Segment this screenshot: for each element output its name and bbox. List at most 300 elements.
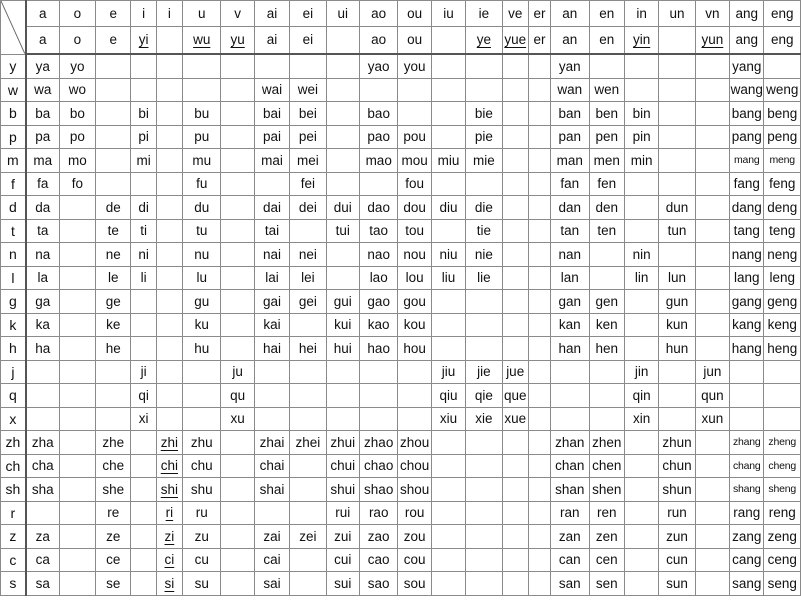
- syllable-cell: te: [96, 219, 131, 243]
- standalone-syllable-cell: e: [96, 27, 131, 55]
- syllable-cell: mang: [730, 149, 764, 173]
- final-header-cell: un: [659, 1, 695, 27]
- syllable-cell: [431, 337, 465, 361]
- standalone-syllable-cell: en: [589, 27, 624, 55]
- initial-row: [1, 172, 801, 196]
- syllable-cell: shang: [730, 478, 764, 502]
- syllable-cell: [502, 501, 528, 525]
- syllable-cell: [528, 266, 550, 290]
- syllable-cell: hai: [254, 337, 289, 361]
- syllable-cell: lu: [183, 266, 221, 290]
- syllable-cell: seng: [764, 572, 801, 596]
- syllable-cell: run: [659, 501, 695, 525]
- syllable-cell: [431, 501, 465, 525]
- syllable-cell: [528, 337, 550, 361]
- syllable-cell: [528, 149, 550, 173]
- syllable-cell: [359, 360, 397, 384]
- syllable-cell: lei: [290, 266, 326, 290]
- syllable-cell: [131, 54, 156, 78]
- syllable-cell: bei: [290, 102, 326, 126]
- syllable-cell: fang: [730, 172, 764, 196]
- syllable-cell: chi: [156, 454, 182, 478]
- syllable-cell: [528, 572, 550, 596]
- syllable-cell: tai: [254, 219, 289, 243]
- syllable-cell: tan: [551, 219, 589, 243]
- syllable-cell: [624, 219, 658, 243]
- syllable-cell: yang: [730, 54, 764, 78]
- syllable-cell: jie: [466, 360, 502, 384]
- syllable-cell: [131, 548, 156, 572]
- syllable-cell: [695, 102, 729, 126]
- syllable-cell: [221, 54, 254, 78]
- syllable-cell: [528, 78, 550, 102]
- syllable-cell: beng: [764, 102, 801, 126]
- syllable-cell: nei: [290, 243, 326, 267]
- syllable-cell: [466, 337, 502, 361]
- syllable-cell: shan: [551, 478, 589, 502]
- corner-diagonal: [1, 1, 26, 55]
- syllable-cell: mei: [290, 149, 326, 173]
- syllable-cell: [26, 360, 59, 384]
- syllable-cell: ti: [131, 219, 156, 243]
- syllable-cell: [221, 149, 254, 173]
- syllable-cell: re: [96, 501, 131, 525]
- syllable-cell: [624, 478, 658, 502]
- syllable-cell: den: [589, 196, 624, 220]
- syllable-cell: [183, 384, 221, 408]
- syllable-cell: ku: [183, 313, 221, 337]
- syllable-cell: [221, 196, 254, 220]
- syllable-cell: chai: [254, 454, 289, 478]
- initial-cell: l: [1, 266, 26, 290]
- syllable-cell: ni: [131, 243, 156, 267]
- syllable-cell: zhan: [551, 431, 589, 455]
- syllable-cell: [659, 102, 695, 126]
- initial-cell: ch: [1, 454, 26, 478]
- syllable-cell: zheng: [764, 431, 801, 455]
- standalone-syllable-cell: eng: [764, 27, 801, 55]
- syllable-cell: tou: [398, 219, 431, 243]
- syllable-cell: mou: [398, 149, 431, 173]
- syllable-cell: qun: [695, 384, 729, 408]
- syllable-cell: [131, 172, 156, 196]
- standalone-syllable-cell: ye: [466, 27, 502, 55]
- syllable-cell: [659, 360, 695, 384]
- standalone-syllable-cell: yu: [221, 27, 254, 55]
- syllable-cell: [528, 219, 550, 243]
- syllable-cell: [156, 266, 182, 290]
- syllable-cell: [589, 360, 624, 384]
- syllable-cell: zeng: [764, 525, 801, 549]
- syllable-cell: han: [551, 337, 589, 361]
- initial-row: [1, 431, 801, 455]
- syllable-cell: [695, 54, 729, 78]
- syllable-cell: diu: [431, 196, 465, 220]
- syllable-cell: [96, 407, 131, 431]
- syllable-cell: sun: [659, 572, 695, 596]
- syllable-cell: ga: [26, 290, 59, 314]
- standalone-syllable-cell: an: [551, 27, 589, 55]
- syllable-cell: [624, 196, 658, 220]
- syllable-cell: du: [183, 196, 221, 220]
- syllable-cell: [96, 384, 131, 408]
- syllable-cell: [624, 78, 658, 102]
- syllable-cell: ke: [96, 313, 131, 337]
- syllable-cell: [551, 360, 589, 384]
- syllable-cell: [59, 266, 95, 290]
- standalone-syllable-cell: [326, 27, 359, 55]
- syllable-cell: [431, 125, 465, 149]
- syllable-cell: zou: [398, 525, 431, 549]
- standalone-syllable-cell: [659, 27, 695, 55]
- syllable-cell: po: [59, 125, 95, 149]
- syllable-cell: die: [466, 196, 502, 220]
- syllable-cell: dun: [659, 196, 695, 220]
- syllable-cell: bi: [131, 102, 156, 126]
- standalone-syllable-cell: yin: [624, 27, 658, 55]
- syllable-cell: [221, 525, 254, 549]
- syllable-cell: [59, 360, 95, 384]
- syllable-cell: shao: [359, 478, 397, 502]
- syllable-cell: chen: [589, 454, 624, 478]
- syllable-cell: bao: [359, 102, 397, 126]
- syllable-cell: su: [183, 572, 221, 596]
- syllable-cell: [221, 478, 254, 502]
- syllable-cell: [221, 290, 254, 314]
- syllable-cell: [695, 196, 729, 220]
- syllable-cell: [59, 290, 95, 314]
- syllable-cell: gou: [398, 290, 431, 314]
- standalone-syllable-cell: er: [528, 27, 550, 55]
- syllable-cell: [528, 407, 550, 431]
- initial-cell: y: [1, 54, 26, 78]
- syllable-cell: wei: [290, 78, 326, 102]
- initial-row: [1, 78, 801, 102]
- initial-row: [1, 196, 801, 220]
- syllable-cell: cen: [589, 548, 624, 572]
- syllable-cell: [359, 407, 397, 431]
- syllable-cell: [26, 501, 59, 525]
- syllable-cell: [695, 525, 729, 549]
- syllable-cell: shun: [659, 478, 695, 502]
- syllable-cell: zai: [254, 525, 289, 549]
- standalone-syllable-cell: wu: [183, 27, 221, 55]
- syllable-cell: wai: [254, 78, 289, 102]
- syllable-cell: [290, 572, 326, 596]
- syllable-cell: nao: [359, 243, 397, 267]
- syllable-cell: [156, 102, 182, 126]
- syllable-cell: cun: [659, 548, 695, 572]
- syllable-cell: sang: [730, 572, 764, 596]
- syllable-cell: [183, 78, 221, 102]
- syllable-cell: zen: [589, 525, 624, 549]
- syllable-cell: [589, 266, 624, 290]
- syllable-cell: mie: [466, 149, 502, 173]
- initial-row: [1, 384, 801, 408]
- initial-row: [1, 54, 801, 78]
- syllable-cell: jin: [624, 360, 658, 384]
- syllable-cell: [431, 313, 465, 337]
- syllable-cell: pa: [26, 125, 59, 149]
- syllable-cell: lang: [730, 266, 764, 290]
- initial-cell: r: [1, 501, 26, 525]
- initial-row: [1, 125, 801, 149]
- syllable-cell: pi: [131, 125, 156, 149]
- syllable-cell: weng: [764, 78, 801, 102]
- syllable-cell: [466, 54, 502, 78]
- syllable-cell: [156, 54, 182, 78]
- syllable-cell: [528, 125, 550, 149]
- syllable-cell: [624, 313, 658, 337]
- syllable-cell: [254, 501, 289, 525]
- syllable-cell: zhi: [156, 431, 182, 455]
- initial-row: [1, 360, 801, 384]
- syllable-cell: [254, 54, 289, 78]
- syllable-cell: ran: [551, 501, 589, 525]
- syllable-cell: nou: [398, 243, 431, 267]
- final-header-cell: e: [96, 1, 131, 27]
- syllable-cell: [502, 243, 528, 267]
- syllable-cell: liu: [431, 266, 465, 290]
- syllable-cell: [528, 454, 550, 478]
- syllable-cell: [528, 196, 550, 220]
- syllable-cell: [528, 172, 550, 196]
- syllable-cell: san: [551, 572, 589, 596]
- syllable-cell: bie: [466, 102, 502, 126]
- syllable-cell: [466, 78, 502, 102]
- syllable-cell: cou: [398, 548, 431, 572]
- syllable-cell: lou: [398, 266, 431, 290]
- syllable-cell: bo: [59, 102, 95, 126]
- syllable-cell: si: [156, 572, 182, 596]
- syllable-cell: hei: [290, 337, 326, 361]
- syllable-cell: cui: [326, 548, 359, 572]
- syllable-cell: mi: [131, 149, 156, 173]
- syllable-cell: gui: [326, 290, 359, 314]
- syllable-cell: hui: [326, 337, 359, 361]
- syllable-cell: [59, 337, 95, 361]
- syllable-cell: [221, 266, 254, 290]
- syllable-cell: [96, 172, 131, 196]
- syllable-cell: chu: [183, 454, 221, 478]
- syllable-cell: [528, 313, 550, 337]
- initial-cell: g: [1, 290, 26, 314]
- syllable-cell: xiu: [431, 407, 465, 431]
- syllable-cell: [96, 360, 131, 384]
- syllable-cell: [431, 290, 465, 314]
- syllable-cell: [502, 290, 528, 314]
- syllable-cell: mao: [359, 149, 397, 173]
- syllable-cell: sao: [359, 572, 397, 596]
- syllable-cell: [730, 384, 764, 408]
- initial-row: [1, 313, 801, 337]
- syllable-cell: pang: [730, 125, 764, 149]
- syllable-cell: pie: [466, 125, 502, 149]
- final-header-cell: u: [183, 1, 221, 27]
- syllable-cell: bang: [730, 102, 764, 126]
- syllable-cell: [502, 548, 528, 572]
- syllable-cell: [695, 313, 729, 337]
- syllable-cell: [326, 266, 359, 290]
- syllable-cell: [466, 290, 502, 314]
- syllable-cell: [466, 313, 502, 337]
- syllable-cell: lai: [254, 266, 289, 290]
- syllable-cell: la: [26, 266, 59, 290]
- syllable-cell: [359, 172, 397, 196]
- syllable-cell: [290, 548, 326, 572]
- finals-header-row: [1, 1, 801, 27]
- syllable-cell: [659, 384, 695, 408]
- syllable-cell: [659, 172, 695, 196]
- syllable-cell: [730, 407, 764, 431]
- syllable-cell: [290, 219, 326, 243]
- syllable-cell: [59, 454, 95, 478]
- syllable-cell: zei: [290, 525, 326, 549]
- syllable-cell: da: [26, 196, 59, 220]
- syllable-cell: [290, 454, 326, 478]
- syllable-cell: zan: [551, 525, 589, 549]
- syllable-cell: cu: [183, 548, 221, 572]
- syllable-cell: [528, 431, 550, 455]
- syllable-cell: fu: [183, 172, 221, 196]
- syllable-cell: [59, 243, 95, 267]
- syllable-cell: [502, 54, 528, 78]
- final-header-cell: i: [156, 1, 182, 27]
- syllable-cell: [528, 54, 550, 78]
- initial-row: [1, 243, 801, 267]
- syllable-cell: shen: [589, 478, 624, 502]
- syllable-cell: se: [96, 572, 131, 596]
- syllable-cell: hu: [183, 337, 221, 361]
- syllable-cell: [398, 384, 431, 408]
- syllable-cell: [695, 149, 729, 173]
- initial-row: [1, 572, 801, 596]
- syllable-cell: tie: [466, 219, 502, 243]
- syllable-cell: you: [398, 54, 431, 78]
- syllable-cell: she: [96, 478, 131, 502]
- syllable-cell: [131, 454, 156, 478]
- syllable-cell: [398, 407, 431, 431]
- initial-cell: zh: [1, 431, 26, 455]
- final-header-cell: ve: [502, 1, 528, 27]
- syllable-cell: [624, 548, 658, 572]
- syllable-cell: de: [96, 196, 131, 220]
- syllable-cell: [59, 384, 95, 408]
- syllable-cell: ru: [183, 501, 221, 525]
- syllable-cell: [96, 149, 131, 173]
- syllable-cell: wang: [730, 78, 764, 102]
- syllable-cell: [695, 454, 729, 478]
- syllable-cell: [290, 478, 326, 502]
- syllable-cell: [624, 54, 658, 78]
- syllable-cell: [764, 384, 801, 408]
- syllable-cell: [695, 478, 729, 502]
- syllable-cell: teng: [764, 219, 801, 243]
- syllable-cell: zhu: [183, 431, 221, 455]
- syllable-cell: sen: [589, 572, 624, 596]
- syllable-cell: [156, 384, 182, 408]
- syllable-cell: ren: [589, 501, 624, 525]
- syllable-cell: zhang: [730, 431, 764, 455]
- syllable-cell: qi: [131, 384, 156, 408]
- syllable-cell: geng: [764, 290, 801, 314]
- syllable-cell: wa: [26, 78, 59, 102]
- syllable-cell: [695, 548, 729, 572]
- syllable-cell: shai: [254, 478, 289, 502]
- syllable-cell: [624, 454, 658, 478]
- syllable-cell: bai: [254, 102, 289, 126]
- syllable-cell: yao: [359, 54, 397, 78]
- syllable-cell: [156, 407, 182, 431]
- syllable-cell: [528, 525, 550, 549]
- syllable-cell: cha: [26, 454, 59, 478]
- syllable-cell: fan: [551, 172, 589, 196]
- syllable-cell: cheng: [764, 454, 801, 478]
- syllable-cell: que: [502, 384, 528, 408]
- syllable-cell: ma: [26, 149, 59, 173]
- syllable-cell: shu: [183, 478, 221, 502]
- syllable-cell: hen: [589, 337, 624, 361]
- syllable-cell: tu: [183, 219, 221, 243]
- syllable-cell: dei: [290, 196, 326, 220]
- syllable-cell: fei: [290, 172, 326, 196]
- syllable-cell: dang: [730, 196, 764, 220]
- syllable-cell: [528, 102, 550, 126]
- syllable-cell: xie: [466, 407, 502, 431]
- syllable-cell: dai: [254, 196, 289, 220]
- syllable-cell: [131, 290, 156, 314]
- syllable-cell: neng: [764, 243, 801, 267]
- syllable-cell: zhei: [290, 431, 326, 455]
- syllable-cell: rui: [326, 501, 359, 525]
- syllable-cell: [502, 572, 528, 596]
- syllable-cell: [156, 337, 182, 361]
- syllable-cell: ca: [26, 548, 59, 572]
- syllable-cell: sa: [26, 572, 59, 596]
- syllable-cell: gen: [589, 290, 624, 314]
- syllable-cell: [254, 172, 289, 196]
- syllable-cell: [59, 313, 95, 337]
- syllable-cell: jun: [695, 360, 729, 384]
- syllable-cell: qin: [624, 384, 658, 408]
- final-header-cell: vn: [695, 1, 729, 27]
- syllable-cell: ben: [589, 102, 624, 126]
- syllable-cell: ka: [26, 313, 59, 337]
- syllable-cell: gei: [290, 290, 326, 314]
- initial-cell: c: [1, 548, 26, 572]
- syllable-cell: [156, 360, 182, 384]
- syllable-cell: [254, 407, 289, 431]
- syllable-cell: [59, 196, 95, 220]
- syllable-cell: dan: [551, 196, 589, 220]
- syllable-cell: [131, 572, 156, 596]
- syllable-cell: [695, 125, 729, 149]
- syllable-cell: [624, 172, 658, 196]
- syllable-cell: [290, 360, 326, 384]
- syllable-cell: yo: [59, 54, 95, 78]
- syllable-cell: peng: [764, 125, 801, 149]
- syllable-cell: [624, 290, 658, 314]
- syllable-cell: mai: [254, 149, 289, 173]
- final-header-cell: v: [221, 1, 254, 27]
- syllable-cell: [183, 360, 221, 384]
- syllable-cell: [131, 431, 156, 455]
- syllable-cell: yan: [551, 54, 589, 78]
- syllable-cell: [695, 78, 729, 102]
- syllable-cell: zhui: [326, 431, 359, 455]
- syllable-cell: [398, 102, 431, 126]
- syllable-cell: [764, 407, 801, 431]
